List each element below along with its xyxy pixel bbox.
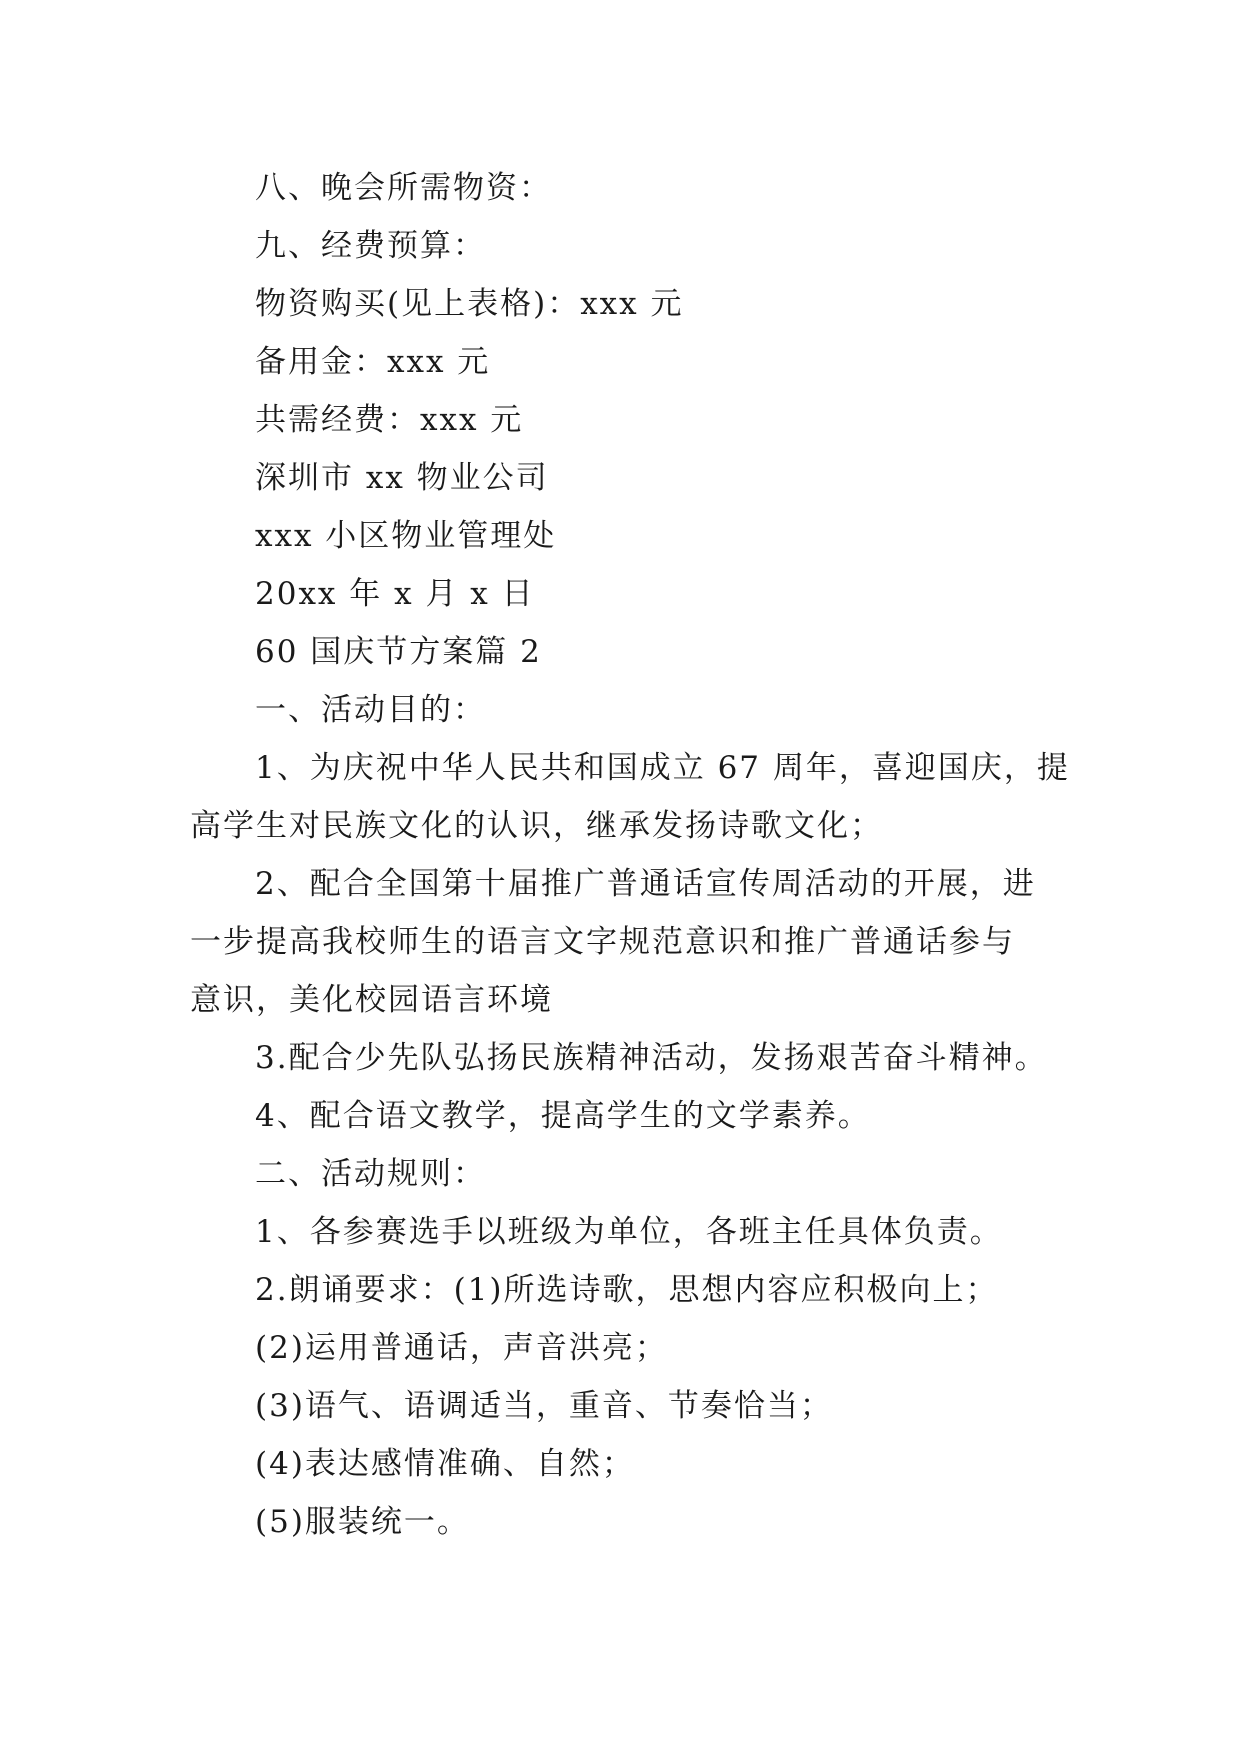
text-line: 深圳市 xx 物业公司 xyxy=(255,460,549,496)
text-line: 1、为庆祝中华人民共和国成立 67 周年，喜迎国庆，提 xyxy=(255,750,1070,786)
text-line: 九、经费预算： xyxy=(255,228,486,264)
text-line: 1、各参赛选手以班级为单位，各班主任具体负责。 xyxy=(255,1214,1003,1250)
text-line: xxx 小区物业管理处 xyxy=(255,518,557,554)
text-line: (4)表达感情准确、自然； xyxy=(255,1446,635,1482)
text-line: 4、配合语文教学，提高学生的文学素养。 xyxy=(255,1098,871,1134)
text-line: 备用金：xxx 元 xyxy=(255,344,491,380)
text-line: 一、活动目的： xyxy=(255,692,486,728)
text-line: 物资购买(见上表格)：xxx 元 xyxy=(255,286,684,322)
text-line: 高学生对民族文化的认识，继承发扬诗歌文化； xyxy=(190,808,883,844)
text-line: 八、晚会所需物资： xyxy=(255,170,552,206)
section-heading: 60 国庆节方案篇 2 xyxy=(255,634,542,670)
text-line: 20xx 年 x 月 x 日 xyxy=(255,576,535,612)
text-line: 一步提高我校师生的语言文字规范意识和推广普通话参与 xyxy=(190,924,1015,960)
text-line: 2、配合全国第十届推广普通话宣传周活动的开展，进 xyxy=(255,866,1036,902)
text-line: 共需经费：xxx 元 xyxy=(255,402,524,438)
text-line: 意识，美化校园语言环境 xyxy=(190,982,553,1018)
text-line: (5)服装统一。 xyxy=(255,1504,470,1540)
text-line: 二、活动规则： xyxy=(255,1156,486,1192)
text-line: (3)语气、语调适当，重音、节奏恰当； xyxy=(255,1388,833,1424)
text-line: 3.配合少先队弘扬民族精神活动，发扬艰苦奋斗精神。 xyxy=(255,1040,1048,1076)
text-line: 2.朗诵要求：(1)所选诗歌，思想内容应积极向上； xyxy=(255,1272,999,1308)
text-line: (2)运用普通话，声音洪亮； xyxy=(255,1330,668,1366)
